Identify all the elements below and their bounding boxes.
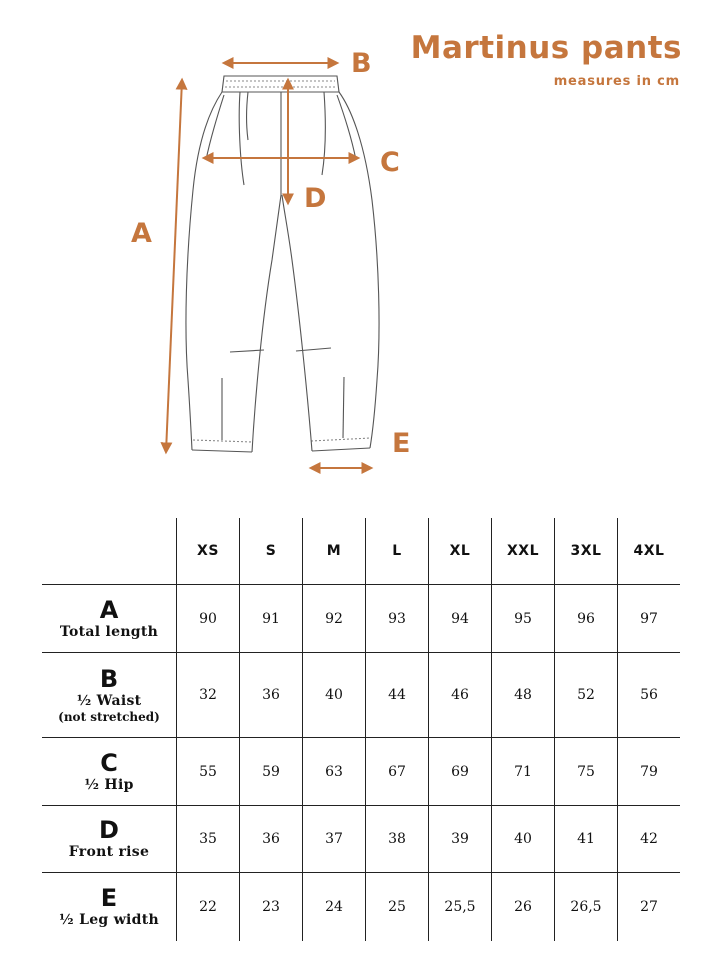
table-cell: 56 (618, 653, 681, 738)
table-cell: 96 (555, 585, 618, 653)
table-cell: 36 (240, 653, 303, 738)
table-cell: 91 (240, 585, 303, 653)
table-cell: 40 (492, 806, 555, 873)
size-header: S (240, 518, 303, 585)
table-cell: 93 (366, 585, 429, 653)
table-cell: 26,5 (555, 873, 618, 941)
row-name: ½ Hip (84, 776, 134, 793)
table-row (42, 585, 680, 653)
table-row (42, 653, 680, 738)
pants-outline (186, 76, 379, 452)
table-cell: 37 (303, 806, 366, 873)
table-row (42, 806, 680, 873)
row-name: Total length (59, 623, 159, 640)
table-cell: 67 (366, 738, 429, 806)
table-cell: 55 (177, 738, 240, 806)
table-cell: 25,5 (429, 873, 492, 941)
table-cell: 69 (429, 738, 492, 806)
table-cell: 90 (177, 585, 240, 653)
label-c: C (380, 147, 400, 178)
page-subtitle: measures in cm (553, 74, 680, 89)
arrow-a (166, 80, 182, 452)
table-cell: 63 (303, 738, 366, 806)
table-cell: 95 (492, 585, 555, 653)
row-letter: A (99, 595, 119, 624)
row-label (42, 873, 177, 941)
row-letter: B (99, 664, 119, 693)
table-row (42, 738, 680, 806)
table-cell: 40 (303, 653, 366, 738)
measure-arrows (166, 63, 371, 468)
table-cell: 41 (555, 806, 618, 873)
size-header: M (303, 518, 366, 585)
table-cell: 92 (303, 585, 366, 653)
table-cell: 48 (492, 653, 555, 738)
label-b: B (351, 48, 372, 79)
size-header: 3XL (555, 518, 618, 585)
table-cell: 26 (492, 873, 555, 941)
table-cell: 97 (618, 585, 681, 653)
table-cell: 71 (492, 738, 555, 806)
table-cell: 27 (618, 873, 681, 941)
row-label (42, 806, 177, 873)
label-d: D (304, 183, 327, 214)
row-letter: D (99, 816, 119, 844)
row-letter: E (100, 883, 118, 912)
size-header: XL (429, 518, 492, 585)
row-name: Front rise (68, 844, 150, 860)
row-label (42, 738, 177, 806)
size-header-row (42, 518, 680, 585)
corner-cell (42, 518, 177, 585)
table-cell: 39 (429, 806, 492, 873)
size-table (42, 518, 680, 941)
size-header: XS (177, 518, 240, 585)
row-label (42, 653, 177, 738)
table-cell: 38 (366, 806, 429, 873)
table-cell: 94 (429, 585, 492, 653)
table-cell: 32 (177, 653, 240, 738)
table-cell: 35 (177, 806, 240, 873)
row-label (42, 585, 177, 653)
size-header: L (366, 518, 429, 585)
row-letter: C (100, 748, 118, 777)
table-cell: 75 (555, 738, 618, 806)
table-cell: 23 (240, 873, 303, 941)
table-cell: 79 (618, 738, 681, 806)
row-note: (not stretched) (58, 709, 160, 724)
table-cell: 52 (555, 653, 618, 738)
table-cell: 25 (366, 873, 429, 941)
label-e: E (392, 428, 411, 459)
table-cell: 36 (240, 806, 303, 873)
size-header: XXL (492, 518, 555, 585)
page-title: Martinus pants (410, 30, 682, 66)
table-cell: 44 (366, 653, 429, 738)
table-cell: 59 (240, 738, 303, 806)
table-cell: 46 (429, 653, 492, 738)
row-name: ½ Waist (76, 692, 142, 709)
label-a: A (131, 218, 152, 249)
table-cell: 22 (177, 873, 240, 941)
row-name: ½ Leg width (59, 911, 159, 928)
table-row (42, 873, 680, 941)
table-cell: 42 (618, 806, 681, 873)
size-header: 4XL (618, 518, 681, 585)
table-cell: 24 (303, 873, 366, 941)
